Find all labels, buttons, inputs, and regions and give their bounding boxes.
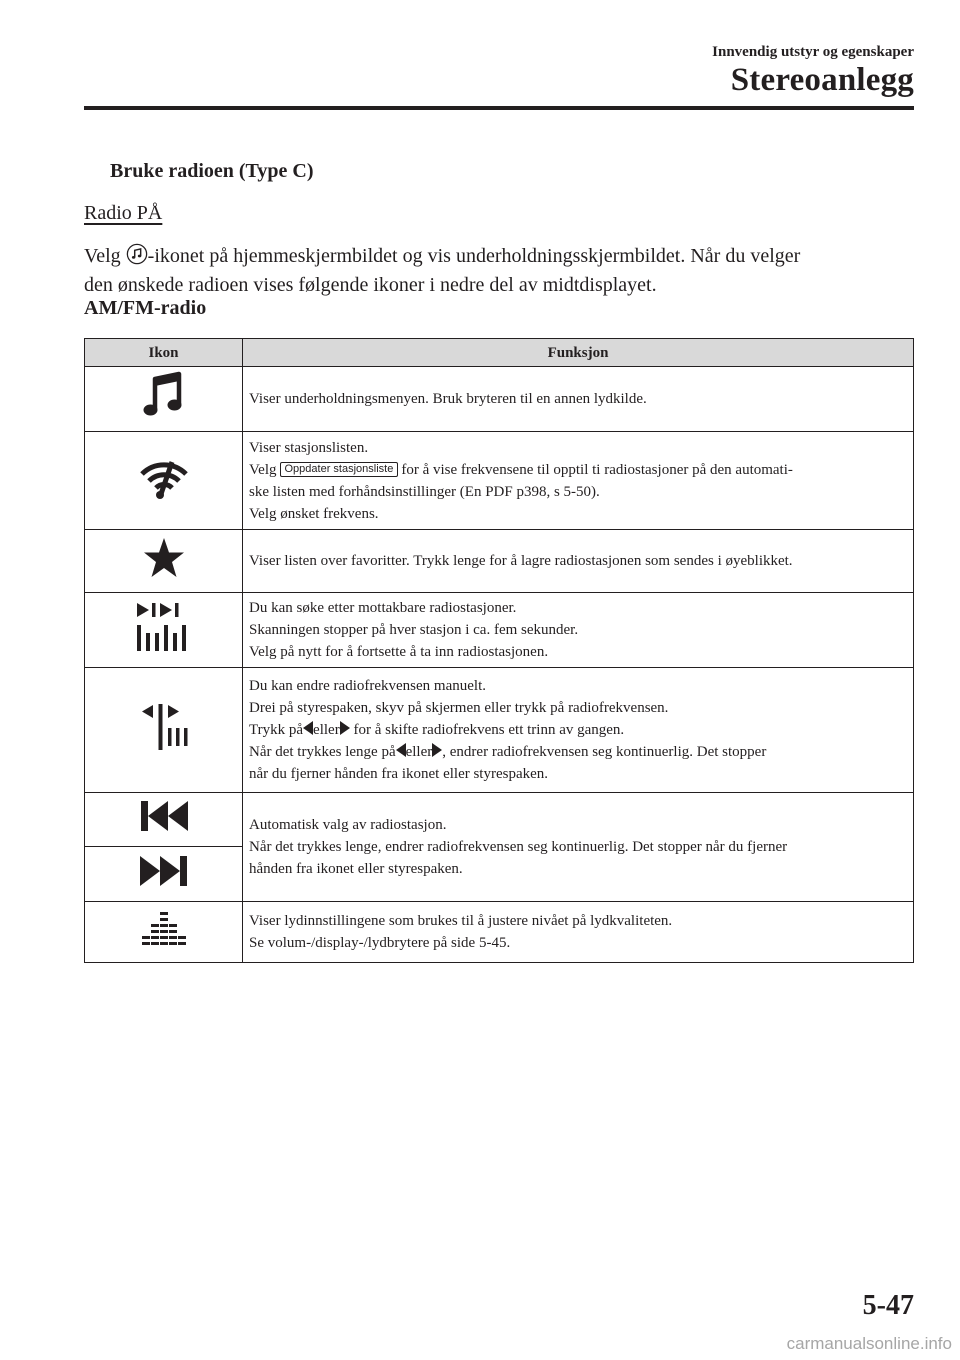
manual-tune-icon: [139, 702, 189, 752]
description-cell: [243, 668, 914, 793]
description-cell: [243, 367, 914, 432]
icon-cell: [85, 530, 243, 593]
description-line: hånden fra ikonet eller styrespaken.: [249, 861, 463, 877]
scan-icon: [133, 601, 195, 653]
description-cell: [243, 530, 914, 593]
description-line: Drei på styrespaken, skyv på skjermen eller trykk på radiofrekvensen.: [249, 700, 669, 716]
watermark: carmanualsonline.info: [786, 1334, 952, 1353]
table-row: [85, 668, 914, 793]
triangle-right-icon: [432, 743, 442, 757]
description-text: for å skifte radiofrekvens ett trinn av gangen.: [353, 722, 625, 738]
table-row: [85, 793, 914, 847]
intro-line-2: den ønskede radioen vises følgende ikoner i nedre del av midtdisplayet.: [84, 274, 657, 296]
description-line: Viser listen over favoritter. Trykk lenge for å lagre radiostasjonen som sendes i øyeblikket.: [249, 553, 793, 569]
icon-cell: [85, 902, 243, 963]
description-line: Se volum-/display-/lydbrytere på side 5-45.: [249, 935, 511, 951]
description-line: Viser lydinnstillingene som brukes til å justere nivået på lydkvaliteten.: [249, 913, 673, 929]
seek-back-icon: [138, 798, 190, 834]
sub-heading: Radio PÅ: [84, 202, 163, 224]
music-note-icon: [141, 371, 187, 421]
description-text: eller: [313, 722, 340, 738]
description-text: eller: [405, 744, 433, 760]
description-text: for å vise frekvensene til opptil ti radiostasjoner på den automati-: [401, 461, 793, 478]
triangle-right-icon: [340, 721, 350, 735]
intro-text-post: -ikonet på hjemmeskjermbildet og vis underholdningsskjermbildet. Når du velger: [147, 245, 801, 267]
function-table: [84, 338, 914, 963]
column-header-function: Funksjon: [243, 339, 914, 367]
table-row: [85, 902, 914, 963]
radio-signal-icon: [138, 454, 190, 500]
description-line: [249, 741, 907, 763]
description-text: Når det trykkes lenge på: [249, 744, 396, 760]
icon-cell: [85, 668, 243, 793]
description-line: Viser stasjonslisten.: [249, 439, 369, 456]
description-text: , endrer radiofrekvensen seg kontinuerlig. Det stopper: [442, 744, 767, 760]
page-title: Stereoanlegg: [730, 62, 914, 98]
description-line: Velg på nytt for å fortsette å ta inn radiostasjonen.: [249, 644, 549, 660]
description-line: Velg ønsket frekvens.: [249, 505, 379, 522]
icon-cell: [85, 593, 243, 668]
table-row: [85, 530, 914, 593]
header-divider: [84, 106, 914, 110]
description-line: ske listen med forhåndsinstillinger (En PDF p398, s 5-50).: [249, 483, 600, 500]
table-row: [85, 593, 914, 668]
music-note-icon: [126, 243, 148, 265]
description-line: Du kan søke etter mottakbare radiostasjoner.: [249, 600, 517, 616]
triangle-left-icon: [303, 721, 313, 735]
icon-cell: [85, 847, 243, 902]
intro-paragraph: [84, 242, 924, 300]
icon-cell: [85, 793, 243, 847]
description-text: Velg: [249, 461, 277, 478]
description-line: Når det trykkes lenge, endrer radiofrekvensen seg kontinuerlig. Det stopper når du fjerner: [249, 839, 788, 855]
description-cell: [243, 902, 914, 963]
star-icon: [142, 536, 186, 580]
table-row: [85, 367, 914, 432]
description-line: Viser underholdningsmenyen. Bruk bryteren til en annen lydkilde.: [249, 391, 647, 407]
column-header-icon: Ikon: [85, 339, 243, 367]
description-line: [249, 459, 907, 481]
icon-cell: [85, 367, 243, 432]
intro-line-1: [84, 242, 924, 271]
description-line: Automatisk valg av radiostasjon.: [249, 817, 447, 833]
intro-text-pre: Velg: [84, 245, 126, 267]
icon-cell: [85, 432, 243, 530]
section-heading: Bruke radioen (Type C): [110, 160, 314, 182]
description-line: Du kan endre radiofrekvensen manuelt.: [249, 678, 486, 694]
description-cell: [243, 432, 914, 530]
table-row: [85, 432, 914, 530]
table-header-row: [85, 339, 914, 367]
page-number: 5-47: [862, 1290, 914, 1321]
description-cell: [243, 793, 914, 902]
update-station-list-button: Oppdater stasjonsliste: [280, 462, 399, 477]
seek-forward-icon: [138, 853, 190, 889]
description-line: Skanningen stopper på hver stasjon i ca. fem sekunder.: [249, 622, 579, 638]
description-line: [249, 719, 907, 741]
triangle-left-icon: [396, 743, 406, 757]
chapter-label: Innvendig utstyr og egenskaper: [712, 44, 914, 60]
description-text: Trykk på: [249, 722, 304, 738]
sound-settings-icon: [137, 908, 191, 950]
description-line: når du fjerner hånden fra ikonet eller styrespaken.: [249, 766, 549, 782]
table-title: AM/FM-radio: [84, 297, 207, 319]
description-cell: [243, 593, 914, 668]
